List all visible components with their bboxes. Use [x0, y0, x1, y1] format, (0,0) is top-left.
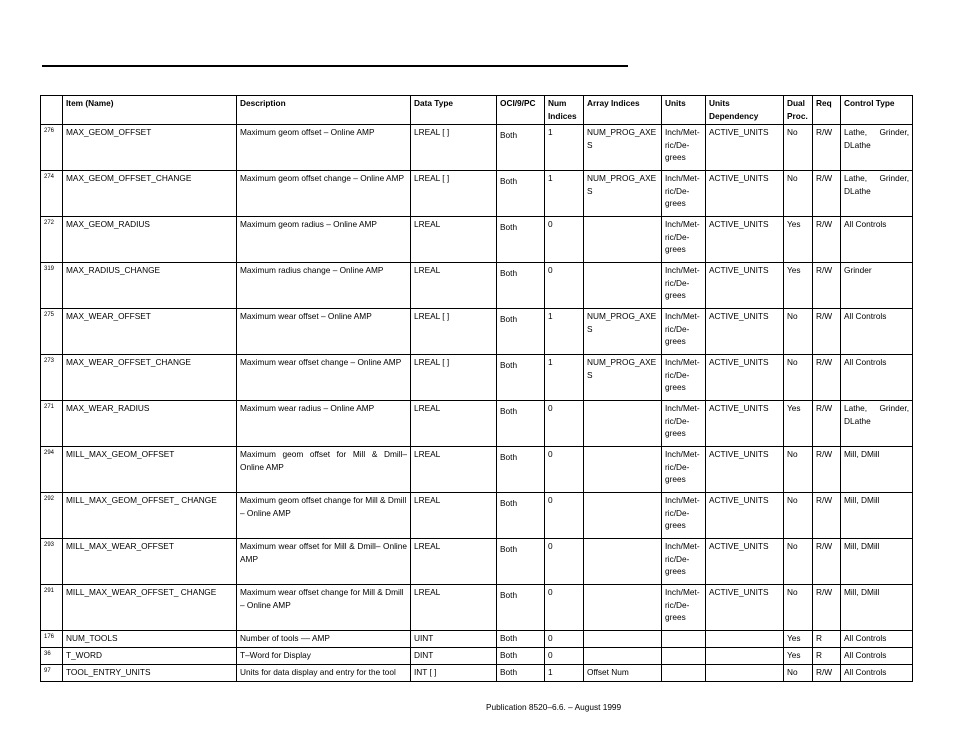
header-rule: [42, 65, 628, 67]
cell-array-indices: NUM_PROG_AXES: [584, 309, 662, 355]
cell-item-name: MAX_GEOM_OFFSET: [63, 125, 237, 171]
cell-description: Maximum geom offset change for Mill & Dmill – Online AMP: [237, 493, 411, 539]
cell-description: Maximum wear offset – Online AMP: [237, 309, 411, 355]
cell-req: R/W: [813, 665, 841, 682]
cell-id: 276: [41, 125, 63, 171]
cell-control-type: All Controls: [841, 648, 913, 665]
cell-id: 292: [41, 493, 63, 539]
cell-units: Inch/Met-ric/De-grees: [662, 585, 706, 631]
cell-description: Maximum wear offset change for Mill & Dmill – Online AMP: [237, 585, 411, 631]
cell-dual-proc: Yes: [784, 263, 813, 309]
table-row: [41, 648, 913, 665]
cell-req: R/W: [813, 171, 841, 217]
cell-dual-proc: No: [784, 309, 813, 355]
cell-data-type: LREAL: [411, 447, 497, 493]
cell-req: R/W: [813, 447, 841, 493]
cell-units: Inch/Met-ric/De-grees: [662, 171, 706, 217]
cell-control-type: Lathe, Grinder, DLathe: [841, 125, 913, 171]
cell-units: Inch/Met-ric/De-grees: [662, 263, 706, 309]
cell-array-indices: [584, 493, 662, 539]
cell-item-name: MILL_MAX_GEOM_OFFSET_ CHANGE: [63, 493, 237, 539]
cell-units: Inch/Met-ric/De-grees: [662, 355, 706, 401]
cell-oci: Both: [497, 171, 545, 217]
cell-dual-proc: No: [784, 539, 813, 585]
cell-array-indices: NUM_PROG_AXES: [584, 355, 662, 401]
cell-control-type: Lathe, Grinder, DLathe: [841, 171, 913, 217]
cell-req: R/W: [813, 585, 841, 631]
cell-req: R/W: [813, 263, 841, 309]
cell-array-indices: [584, 648, 662, 665]
cell-control-type: Mill, DMill: [841, 447, 913, 493]
cell-num-indices: 0: [545, 631, 584, 648]
cell-description: T–Word for Display: [237, 648, 411, 665]
header-row: [41, 96, 913, 125]
cell-id: 294: [41, 447, 63, 493]
cell-id: 176: [41, 631, 63, 648]
header-data-type: Data Type: [411, 96, 497, 125]
cell-req: R/W: [813, 309, 841, 355]
cell-req: R/W: [813, 539, 841, 585]
table-row: [41, 171, 913, 217]
cell-array-indices: Offset Num: [584, 665, 662, 682]
cell-dual-proc: No: [784, 125, 813, 171]
table-row: [41, 539, 913, 585]
cell-units-dependency: ACTIVE_UNITS: [706, 493, 784, 539]
cell-array-indices: [584, 217, 662, 263]
header-dual-proc: Dual Proc.: [784, 96, 813, 125]
cell-control-type: All Controls: [841, 631, 913, 648]
cell-dual-proc: No: [784, 665, 813, 682]
cell-num-indices: 0: [545, 401, 584, 447]
table-row: [41, 355, 913, 401]
cell-oci: Both: [497, 631, 545, 648]
header-id: [41, 96, 63, 125]
cell-units: Inch/Met-ric/De-grees: [662, 539, 706, 585]
table-row: [41, 665, 913, 682]
cell-oci: Both: [497, 263, 545, 309]
cell-item-name: NUM_TOOLS: [63, 631, 237, 648]
cell-description: Maximum wear offset change – Online AMP: [237, 355, 411, 401]
cell-units-dependency: ACTIVE_UNITS: [706, 585, 784, 631]
cell-num-indices: 0: [545, 447, 584, 493]
table-row: [41, 125, 913, 171]
cell-units: Inch/Met-ric/De-grees: [662, 217, 706, 263]
cell-data-type: LREAL [ ]: [411, 125, 497, 171]
parameter-table: [40, 95, 913, 682]
table-row: [41, 263, 913, 309]
cell-oci: Both: [497, 648, 545, 665]
header-description: Description: [237, 96, 411, 125]
cell-num-indices: 0: [545, 539, 584, 585]
cell-units-dependency: ACTIVE_UNITS: [706, 125, 784, 171]
cell-num-indices: 1: [545, 665, 584, 682]
cell-num-indices: 0: [545, 217, 584, 263]
cell-oci: Both: [497, 447, 545, 493]
cell-item-name: MILL_MAX_WEAR_OFFSET_ CHANGE: [63, 585, 237, 631]
cell-units-dependency: [706, 648, 784, 665]
cell-item-name: MILL_MAX_WEAR_OFFSET: [63, 539, 237, 585]
cell-data-type: LREAL [ ]: [411, 309, 497, 355]
cell-id: 272: [41, 217, 63, 263]
cell-array-indices: [584, 585, 662, 631]
cell-data-type: DINT: [411, 648, 497, 665]
cell-item-name: MAX_GEOM_RADIUS: [63, 217, 237, 263]
cell-units: [662, 648, 706, 665]
cell-dual-proc: Yes: [784, 217, 813, 263]
cell-num-indices: 1: [545, 309, 584, 355]
cell-req: R/W: [813, 355, 841, 401]
cell-units-dependency: ACTIVE_UNITS: [706, 447, 784, 493]
cell-units-dependency: ACTIVE_UNITS: [706, 217, 784, 263]
header-control-type: Control Type: [841, 96, 913, 125]
cell-num-indices: 0: [545, 648, 584, 665]
cell-array-indices: [584, 447, 662, 493]
cell-description: Number of tools –– AMP: [237, 631, 411, 648]
cell-units-dependency: [706, 665, 784, 682]
cell-control-type: Mill, DMill: [841, 493, 913, 539]
cell-req: R: [813, 631, 841, 648]
cell-item-name: MAX_RADIUS_CHANGE: [63, 263, 237, 309]
header-units: Units: [662, 96, 706, 125]
header-num-indices: Num Indices: [545, 96, 584, 125]
header-oci: OCI/9/PC: [497, 96, 545, 125]
cell-id: 275: [41, 309, 63, 355]
table-row: [41, 631, 913, 648]
cell-control-type: Grinder: [841, 263, 913, 309]
cell-description: Maximum geom offset for Mill & Dmill– Online AMP: [237, 447, 411, 493]
table-row: [41, 493, 913, 539]
cell-data-type: INT [ ]: [411, 665, 497, 682]
cell-dual-proc: No: [784, 493, 813, 539]
cell-data-type: LREAL: [411, 585, 497, 631]
cell-item-name: MAX_WEAR_OFFSET_CHANGE: [63, 355, 237, 401]
cell-control-type: All Controls: [841, 309, 913, 355]
cell-dual-proc: No: [784, 355, 813, 401]
cell-req: R: [813, 648, 841, 665]
cell-units: Inch/Met-ric/De-grees: [662, 401, 706, 447]
cell-id: 293: [41, 539, 63, 585]
cell-oci: Both: [497, 355, 545, 401]
cell-units: Inch/Met-ric/De-grees: [662, 447, 706, 493]
cell-num-indices: 1: [545, 171, 584, 217]
cell-dual-proc: No: [784, 585, 813, 631]
table-row: [41, 585, 913, 631]
cell-num-indices: 0: [545, 263, 584, 309]
cell-num-indices: 0: [545, 493, 584, 539]
cell-control-type: Mill, DMill: [841, 539, 913, 585]
cell-item-name: MILL_MAX_GEOM_OFFSET: [63, 447, 237, 493]
cell-id: 291: [41, 585, 63, 631]
cell-description: Maximum wear radius – Online AMP: [237, 401, 411, 447]
table-row: [41, 309, 913, 355]
cell-req: R/W: [813, 125, 841, 171]
cell-control-type: All Controls: [841, 355, 913, 401]
cell-data-type: LREAL: [411, 539, 497, 585]
cell-req: R/W: [813, 401, 841, 447]
table-row: [41, 447, 913, 493]
cell-control-type: Lathe, Grinder, DLathe: [841, 401, 913, 447]
cell-units: [662, 631, 706, 648]
cell-dual-proc: Yes: [784, 631, 813, 648]
cell-array-indices: [584, 263, 662, 309]
cell-data-type: LREAL [ ]: [411, 355, 497, 401]
cell-units: [662, 665, 706, 682]
cell-item-name: MAX_WEAR_RADIUS: [63, 401, 237, 447]
cell-id: 273: [41, 355, 63, 401]
cell-units-dependency: ACTIVE_UNITS: [706, 263, 784, 309]
cell-units: Inch/Met-ric/De-grees: [662, 309, 706, 355]
cell-item-name: TOOL_ENTRY_UNITS: [63, 665, 237, 682]
cell-description: Maximum wear offset for Mill & Dmill– Online AMP: [237, 539, 411, 585]
cell-units-dependency: ACTIVE_UNITS: [706, 539, 784, 585]
cell-id: 274: [41, 171, 63, 217]
cell-oci: Both: [497, 665, 545, 682]
cell-dual-proc: No: [784, 447, 813, 493]
cell-control-type: All Controls: [841, 665, 913, 682]
cell-num-indices: 0: [545, 585, 584, 631]
cell-array-indices: [584, 401, 662, 447]
cell-data-type: UINT: [411, 631, 497, 648]
cell-id: 271: [41, 401, 63, 447]
table-row: [41, 217, 913, 263]
cell-data-type: LREAL [ ]: [411, 171, 497, 217]
cell-array-indices: [584, 539, 662, 585]
cell-array-indices: NUM_PROG_AXES: [584, 125, 662, 171]
cell-description: Units for data display and entry for the tool: [237, 665, 411, 682]
cell-num-indices: 1: [545, 355, 584, 401]
header-req: Req: [813, 96, 841, 125]
cell-id: 36: [41, 648, 63, 665]
cell-data-type: LREAL: [411, 263, 497, 309]
cell-oci: Both: [497, 125, 545, 171]
cell-dual-proc: No: [784, 171, 813, 217]
cell-data-type: LREAL: [411, 401, 497, 447]
cell-units-dependency: ACTIVE_UNITS: [706, 355, 784, 401]
cell-control-type: All Controls: [841, 217, 913, 263]
cell-oci: Both: [497, 217, 545, 263]
cell-oci: Both: [497, 539, 545, 585]
cell-item-name: MAX_WEAR_OFFSET: [63, 309, 237, 355]
cell-id: 97: [41, 665, 63, 682]
cell-oci: Both: [497, 309, 545, 355]
cell-dual-proc: Yes: [784, 401, 813, 447]
cell-description: Maximum geom radius – Online AMP: [237, 217, 411, 263]
cell-id: 319: [41, 263, 63, 309]
cell-oci: Both: [497, 493, 545, 539]
cell-dual-proc: Yes: [784, 648, 813, 665]
cell-units: Inch/Met-ric/De-grees: [662, 493, 706, 539]
header-item-name: Item (Name): [63, 96, 237, 125]
cell-units: Inch/Met-ric/De-grees: [662, 125, 706, 171]
cell-data-type: LREAL: [411, 493, 497, 539]
cell-oci: Both: [497, 585, 545, 631]
cell-description: Maximum geom offset change – Online AMP: [237, 171, 411, 217]
cell-description: Maximum radius change – Online AMP: [237, 263, 411, 309]
header-units-dependency: Units Dependency: [706, 96, 784, 125]
cell-req: R/W: [813, 493, 841, 539]
cell-units-dependency: ACTIVE_UNITS: [706, 401, 784, 447]
cell-oci: Both: [497, 401, 545, 447]
cell-req: R/W: [813, 217, 841, 263]
publication-footer: Publication 8520–6.6. – August 1999: [486, 702, 622, 712]
cell-units-dependency: ACTIVE_UNITS: [706, 309, 784, 355]
cell-num-indices: 1: [545, 125, 584, 171]
table-row: [41, 401, 913, 447]
cell-control-type: Mill, DMill: [841, 585, 913, 631]
cell-description: Maximum geom offset – Online AMP: [237, 125, 411, 171]
header-array-indices: Array Indices: [584, 96, 662, 125]
cell-array-indices: [584, 631, 662, 648]
cell-data-type: LREAL: [411, 217, 497, 263]
cell-units-dependency: ACTIVE_UNITS: [706, 171, 784, 217]
cell-array-indices: NUM_PROG_AXES: [584, 171, 662, 217]
cell-item-name: MAX_GEOM_OFFSET_CHANGE: [63, 171, 237, 217]
cell-units-dependency: [706, 631, 784, 648]
cell-item-name: T_WORD: [63, 648, 237, 665]
